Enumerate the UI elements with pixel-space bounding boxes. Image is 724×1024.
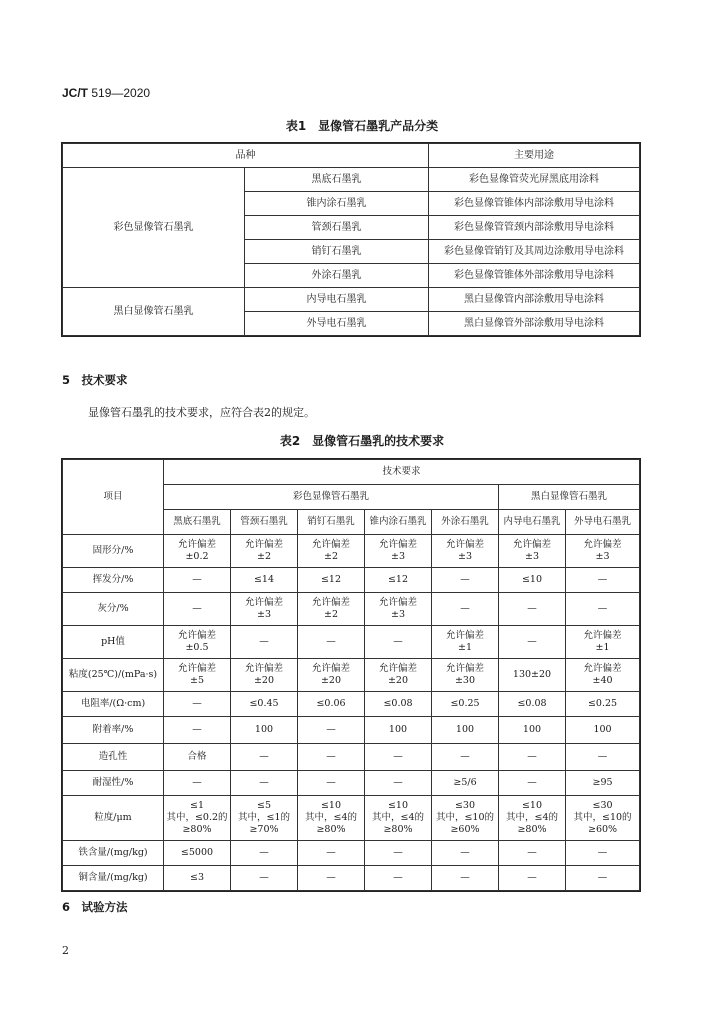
section6-heading: 6 试验方法 xyxy=(62,900,128,914)
table2-cell: ≤30 其中，≤10的 ≥60% xyxy=(566,796,640,841)
table2-cell: ≤0.06 xyxy=(298,692,365,717)
table2-cell: ≤0.08 xyxy=(499,692,566,717)
table1-use: 彩色显像管锥体外部涂敷用导电涂料 xyxy=(429,264,640,288)
table2-row-label: 电阻率/(Ω·cm) xyxy=(63,692,164,717)
table2-cell: — xyxy=(231,841,298,866)
table2-row-label: 铜含量/(mg/kg) xyxy=(63,866,164,891)
table2-cell: ≤1 其中，≤0.2的 ≥80% xyxy=(164,796,231,841)
table-row xyxy=(63,796,640,841)
table2-row-label: 灰分/% xyxy=(63,593,164,626)
table2-cell: ≥5/6 xyxy=(432,771,499,796)
table2-cell: 允许偏差 ±3 xyxy=(231,593,298,626)
table-row xyxy=(63,866,640,891)
table2-cell: ≤10 xyxy=(499,568,566,593)
table2-cell: 允许偏差 ±1 xyxy=(432,626,499,659)
table1-use: 彩色显像管管颈内部涂敷用导电涂料 xyxy=(429,216,640,240)
table2-cell: 允许偏差 ±2 xyxy=(231,535,298,568)
table-row xyxy=(63,744,640,771)
table2-cell: 允许偏差 ±2 xyxy=(298,593,365,626)
table2-cell: 允许偏差 ±3 xyxy=(499,535,566,568)
table2-cell: 允许偏差 ±20 xyxy=(231,659,298,692)
table1-caption: 表1 显像管石墨乳产品分类 xyxy=(285,119,439,133)
table2-cell: — xyxy=(298,626,365,659)
table2-cell: — xyxy=(298,744,365,771)
table2-col-header: 外导电石墨乳 xyxy=(566,510,640,535)
table-row xyxy=(63,692,640,717)
table2-cell: — xyxy=(499,841,566,866)
table1-subtype: 外涂石墨乳 xyxy=(245,264,429,288)
table2-cell: — xyxy=(298,771,365,796)
table2-cell: — xyxy=(432,866,499,891)
table2-bw-group: 黑白显像管石墨乳 xyxy=(499,485,640,510)
table2-row-label: 耐湿性/% xyxy=(63,771,164,796)
table2-cell: 允许偏差 ±5 xyxy=(164,659,231,692)
table-row xyxy=(63,535,640,568)
table2-cell: 允许偏差 ±20 xyxy=(298,659,365,692)
table1-use: 黑白显像管内部涂敷用导电涂料 xyxy=(429,288,640,312)
table2-cell: — xyxy=(566,744,640,771)
table2-cell: 允许偏差 ±3 xyxy=(566,535,640,568)
table2-cell: — xyxy=(499,771,566,796)
table2-row-label: 固形分/% xyxy=(63,535,164,568)
table2-cell: — xyxy=(164,692,231,717)
table2-cell: 100 xyxy=(566,717,640,744)
table2-cell: — xyxy=(365,744,432,771)
table2-col-header: 黑底石墨乳 xyxy=(164,510,231,535)
table2-row-label: 铁含量/(mg/kg) xyxy=(63,841,164,866)
section5-paragraph: 显像管石墨乳的技术要求，应符合表2的规定。 xyxy=(88,406,315,419)
table2-cell: — xyxy=(566,841,640,866)
table2-cell: — xyxy=(298,717,365,744)
table2-col-header: 管颈石墨乳 xyxy=(231,510,298,535)
table2-cell: ≤0.25 xyxy=(432,692,499,717)
table2-cell: — xyxy=(298,866,365,891)
table2-cell: ≤0.08 xyxy=(365,692,432,717)
table2-cell: ≤12 xyxy=(365,568,432,593)
table2-cell: — xyxy=(499,866,566,891)
table2-cell: — xyxy=(298,841,365,866)
table2-cell: 100 xyxy=(365,717,432,744)
table2-cell: 允许偏差 ±40 xyxy=(566,659,640,692)
table2-cell: — xyxy=(499,593,566,626)
standard-code: JC/T xyxy=(62,86,89,100)
section5-heading: 5 技术要求 xyxy=(62,373,128,387)
table1-subtype: 销钉石墨乳 xyxy=(245,240,429,264)
document-header xyxy=(62,86,150,100)
table2-cell: 130±20 xyxy=(499,659,566,692)
table2-cell: — xyxy=(164,593,231,626)
table2-col-header: 外涂石墨乳 xyxy=(432,510,499,535)
standard-number: 519—2020 xyxy=(91,86,151,100)
table-row xyxy=(63,626,640,659)
table2-row-label: 粘度(25℃)/(mPa·s) xyxy=(63,659,164,692)
table2-caption: 表2 显像管石墨乳的技术要求 xyxy=(279,434,445,448)
table2-cell: — xyxy=(231,744,298,771)
table2-cell: — xyxy=(566,568,640,593)
table2-cell: 允许偏差 ±20 xyxy=(365,659,432,692)
table1-subtype: 管颈石墨乳 xyxy=(245,216,429,240)
table2-color-group: 彩色显像管石墨乳 xyxy=(164,485,499,510)
table2-cell: — xyxy=(499,744,566,771)
table2-col-header: 销钉石墨乳 xyxy=(298,510,365,535)
table2-cell: ≤5 其中，≤1的 ≥70% xyxy=(231,796,298,841)
table1-use: 彩色显像管荧光屏黑底用涂料 xyxy=(429,168,640,192)
table-row xyxy=(63,771,640,796)
table2-cell: 允许偏差 ±30 xyxy=(432,659,499,692)
table2-cell: — xyxy=(164,568,231,593)
table-row xyxy=(63,288,640,312)
table1-use: 黑白显像管外部涂敷用导电涂料 xyxy=(429,312,640,336)
table2-row-label: 粒度/μm xyxy=(63,796,164,841)
table1-subtype: 内导电石墨乳 xyxy=(245,288,429,312)
table2-tech-header: 技术要求 xyxy=(164,460,640,485)
table2-cell: — xyxy=(365,771,432,796)
table2-cell: — xyxy=(432,744,499,771)
table-row xyxy=(63,168,640,192)
table2-cell: 允许偏差 ±3 xyxy=(432,535,499,568)
table2-col-header: 锥内涂石墨乳 xyxy=(365,510,432,535)
table1-subtype: 黑底石墨乳 xyxy=(245,168,429,192)
table1-header-use: 主要用途 xyxy=(429,144,640,168)
table2-cell: ≤12 xyxy=(298,568,365,593)
table2-cell: — xyxy=(164,771,231,796)
table2-cell: — xyxy=(231,771,298,796)
table2-cell: 允许偏差 ±2 xyxy=(298,535,365,568)
table2-cell: — xyxy=(432,841,499,866)
table2-cell: ≤30 其中，≤10的 ≥60% xyxy=(432,796,499,841)
table1-product-classification xyxy=(62,143,640,336)
table1-header-variety: 品种 xyxy=(63,144,429,168)
table-row xyxy=(63,717,640,744)
table2-row-label: 挥发分/% xyxy=(63,568,164,593)
table1-use: 彩色显像管销钉及其周边涂敷用导电涂料 xyxy=(429,240,640,264)
table2-cell: 允许偏差 ±1 xyxy=(566,626,640,659)
table2-cell: 允许偏差 ±3 xyxy=(365,593,432,626)
table2-cell: ≤0.25 xyxy=(566,692,640,717)
table2-cell: ≤14 xyxy=(231,568,298,593)
table2-cell: 100 xyxy=(231,717,298,744)
table2-technical-requirements xyxy=(62,459,640,891)
table2-cell: 允许偏差 ±3 xyxy=(365,535,432,568)
table2-cell: — xyxy=(499,626,566,659)
table2-cell: 允许偏差 ±0.2 xyxy=(164,535,231,568)
table2-cell: — xyxy=(566,593,640,626)
table-row xyxy=(63,841,640,866)
table2-row-label: pH值 xyxy=(63,626,164,659)
table2-cell: — xyxy=(365,866,432,891)
table2-cell: ≤5000 xyxy=(164,841,231,866)
table2-row-label: 造孔性 xyxy=(63,744,164,771)
table2-cell: ≤10 其中，≤4的 ≥80% xyxy=(298,796,365,841)
table2-cell: — xyxy=(231,866,298,891)
table-row xyxy=(63,568,640,593)
table1-subtype: 锥内涂石墨乳 xyxy=(245,192,429,216)
table2-cell: ≤10 其中，≤4的 ≥80% xyxy=(365,796,432,841)
table2-cell: ≤0.45 xyxy=(231,692,298,717)
table2-cell: — xyxy=(231,626,298,659)
table-row xyxy=(63,659,640,692)
table2-cell: ≤10 其中，≤4的 ≥80% xyxy=(499,796,566,841)
table2-cell: ≤3 xyxy=(164,866,231,891)
table2-cell: — xyxy=(365,626,432,659)
table2-item-header: 项目 xyxy=(63,460,164,535)
table2-cell: ≥95 xyxy=(566,771,640,796)
table2-cell: — xyxy=(432,593,499,626)
table2-cell: 合格 xyxy=(164,744,231,771)
page-number: 2 xyxy=(62,944,69,957)
table2-cell: — xyxy=(566,866,640,891)
table2-cell: 允许偏差 ±0.5 xyxy=(164,626,231,659)
table2-col-header: 内导电石墨乳 xyxy=(499,510,566,535)
table-row xyxy=(63,593,640,626)
table1-group-name: 黑白显像管石墨乳 xyxy=(63,288,245,336)
table1-group-name: 彩色显像管石墨乳 xyxy=(63,168,245,288)
table2-cell: 100 xyxy=(499,717,566,744)
table2-cell: — xyxy=(432,568,499,593)
table1-subtype: 外导电石墨乳 xyxy=(245,312,429,336)
table2-cell: — xyxy=(365,841,432,866)
table2-cell: — xyxy=(164,717,231,744)
table1-use: 彩色显像管锥体内部涂敷用导电涂料 xyxy=(429,192,640,216)
table2-cell: 100 xyxy=(432,717,499,744)
table2-row-label: 附着率/% xyxy=(63,717,164,744)
